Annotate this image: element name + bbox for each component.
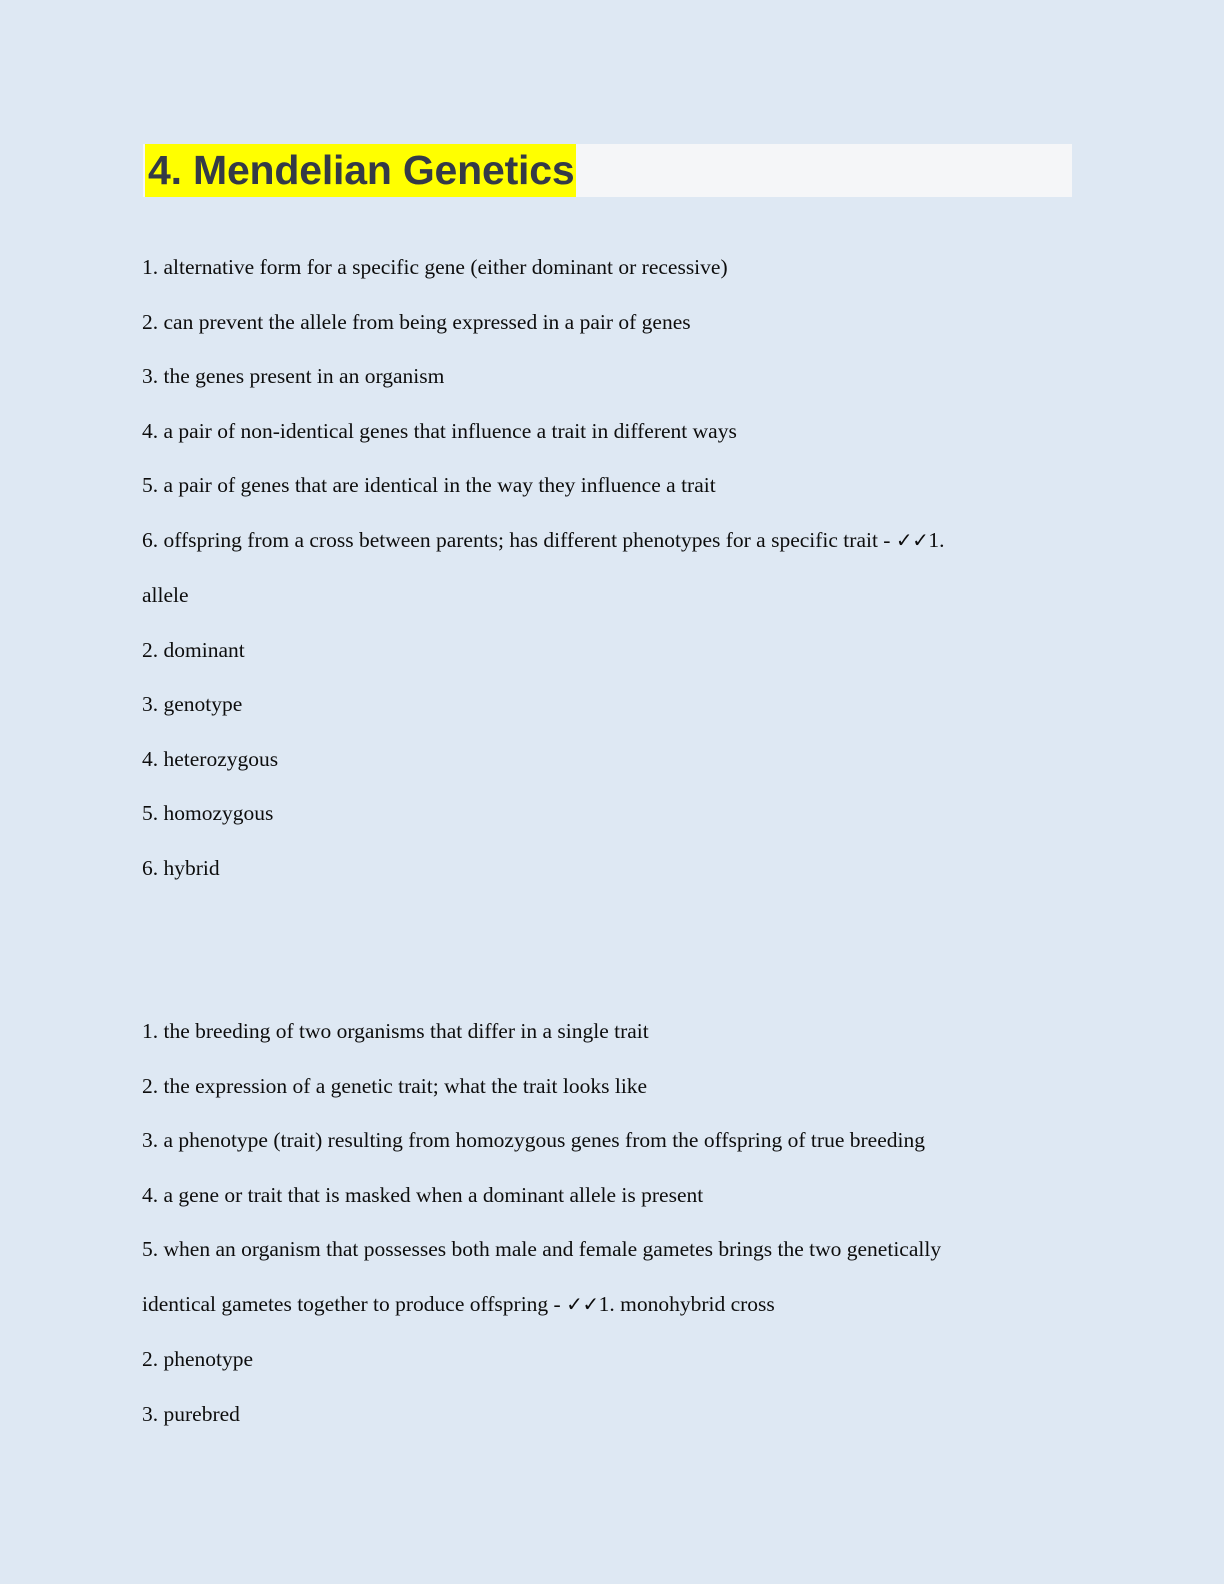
list-item: 5. a pair of genes that are identical in the way they influence a trait xyxy=(142,473,716,497)
checkmark-icon: ✓✓ xyxy=(895,529,929,552)
list-item: 4. heterozygous xyxy=(142,746,279,771)
list-item xyxy=(142,513,1082,569)
list-item: 3. the genes present in an organism xyxy=(142,364,445,388)
list-item-number: 1. monohybrid cross xyxy=(598,1291,775,1316)
list-item-text: 6. offspring from a cross between parents; has different phenotypes for a specific trait - xyxy=(142,527,896,552)
list-item-number: 1. xyxy=(928,527,945,552)
list-item: 3. a phenotype (trait) resulting from homozygous genes from the offspring of true breeding xyxy=(142,1128,925,1152)
list-item: 1. the breeding of two organisms that differ in a single trait xyxy=(142,1019,649,1043)
list-item: 3. purebred xyxy=(142,1401,240,1426)
section-gap xyxy=(142,949,1082,1004)
checkmark-icon: ✓✓ xyxy=(566,1293,599,1316)
document-body xyxy=(142,240,1082,1441)
section-divider xyxy=(142,895,1082,949)
list-item: 2. phenotype xyxy=(142,1347,254,1371)
list-item-continuation: allele xyxy=(142,583,189,607)
list-item-text: identical gametes together to produce offspring - xyxy=(142,1291,567,1316)
list-item: 2. the expression of a genetic trait; what the trait looks like xyxy=(142,1073,648,1098)
list-item: 4. a gene or trait that is masked when a dominant allele is present xyxy=(142,1182,704,1207)
list-item: 5. homozygous xyxy=(142,801,274,825)
list-item: 3. genotype xyxy=(142,692,243,716)
list-item: 1. alternative form for a specific gene (either dominant or recessive) xyxy=(142,255,728,279)
list-item: 2. can prevent the allele from being expressed in a pair of genes xyxy=(142,309,691,334)
title-highlight xyxy=(145,144,576,197)
list-item: 5. when an organism that possesses both male and female gametes brings the two genetically xyxy=(142,1237,942,1261)
list-item: 6. hybrid xyxy=(142,855,220,880)
list-item: 4. a pair of non-identical genes that influence a trait in different ways xyxy=(142,418,737,443)
list-item: 2. dominant xyxy=(142,637,245,662)
list-item-continuation xyxy=(142,1277,1082,1333)
page-title: 4. Mendelian Genetics xyxy=(148,147,575,193)
